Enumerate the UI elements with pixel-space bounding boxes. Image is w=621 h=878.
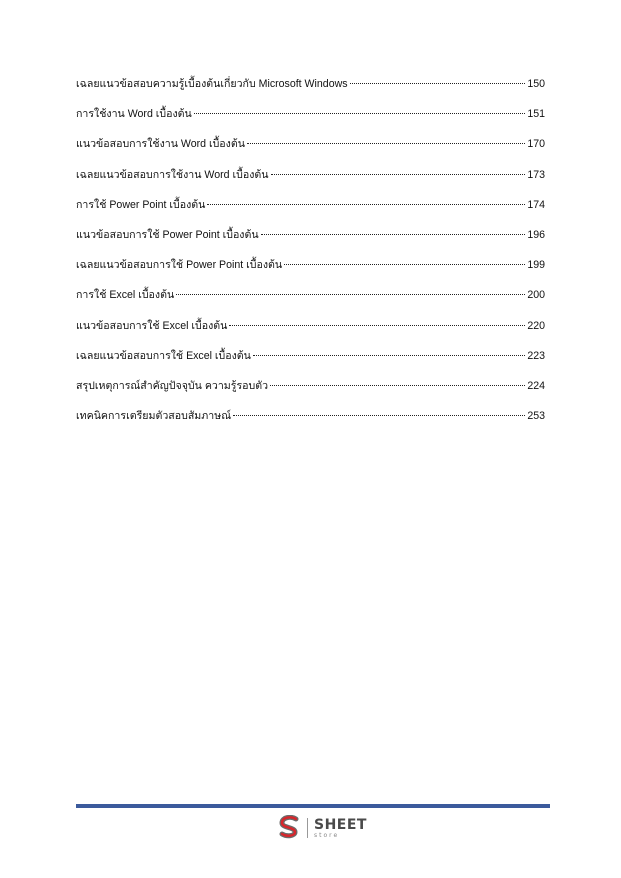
toc-entry-title: สรุปเหตุการณ์สำคัญปัจจุบัน ความรู้รอบตัว	[76, 379, 269, 392]
toc-entry-page: 223	[527, 349, 545, 362]
toc-entry-title: การใช้งาน Word เบื้องต้น	[76, 108, 192, 121]
toc-entry-title: การใช้ Power Point เบื้องต้น	[76, 198, 206, 211]
toc-entry[interactable]	[76, 348, 545, 378]
toc-dot-leader	[261, 234, 526, 235]
toc-entry-title: การใช้ Excel เบื้องต้น	[76, 289, 175, 302]
toc-entry[interactable]	[76, 408, 545, 438]
toc-entry-page: 174	[527, 198, 545, 211]
toc-entry-title: แนวข้อสอบการใช้ Excel เบื้องต้น	[76, 319, 228, 332]
toc-entry-page: 151	[527, 108, 545, 121]
toc-entry-title: เฉลยแนวข้อสอบความรู้เบื้องต้นเกี่ยวกับ Microsoft Windows	[76, 78, 348, 90]
toc-entry-title: เฉลยแนวข้อสอบการใช้ Power Point เบื้องต้น	[76, 259, 283, 272]
toc-entry[interactable]	[76, 197, 545, 227]
toc-entry-page: 224	[527, 379, 545, 392]
toc-dot-leader	[253, 355, 525, 356]
footer-divider	[76, 804, 550, 808]
toc-entry-page: 196	[527, 228, 545, 241]
toc-entry-title: เฉลยแนวข้อสอบการใช้ Excel เบื้องต้น	[76, 349, 251, 362]
logo-wordmark	[314, 818, 367, 839]
toc-entry-title: แนวข้อสอบการใช้งาน Word เบื้องต้น	[76, 138, 245, 151]
toc-dot-leader	[271, 174, 526, 175]
toc-dot-leader	[176, 294, 525, 295]
toc-entry-page: 200	[527, 289, 545, 302]
toc-entry-title: แนวข้อสอบการใช้ Power Point เบื้องต้น	[76, 228, 259, 241]
toc-dot-leader	[229, 325, 525, 326]
toc-entry[interactable]	[76, 287, 545, 317]
toc-entry[interactable]	[76, 136, 545, 166]
toc-dot-leader	[207, 204, 525, 205]
sheet-s-logo-icon	[277, 815, 301, 841]
toc-entry-title: เฉลยแนวข้อสอบการใช้งาน Word เบื้องต้น	[76, 168, 269, 181]
toc-entry[interactable]	[76, 227, 545, 257]
toc-entry-page: 253	[527, 410, 545, 423]
toc-dot-leader	[247, 143, 525, 144]
toc-entry[interactable]	[76, 318, 545, 348]
toc-entry-page: 150	[527, 78, 545, 90]
toc-entry[interactable]	[76, 257, 545, 287]
toc-dot-leader	[233, 415, 525, 416]
toc-dot-leader	[194, 113, 526, 114]
toc-entry[interactable]	[76, 167, 545, 197]
toc-entry-page: 170	[527, 138, 545, 151]
toc-entry-title: เทคนิคการเตรียมตัวสอบสัมภาษณ์	[76, 410, 232, 423]
toc-entry-page: 173	[527, 168, 545, 181]
toc-entry[interactable]	[76, 106, 545, 136]
sheet-store-logo	[277, 815, 367, 841]
logo-word: SHEET	[314, 816, 367, 833]
toc-entry[interactable]	[76, 76, 545, 106]
toc-entry-page: 220	[527, 319, 545, 332]
logo-separator	[307, 818, 308, 838]
toc-entry[interactable]	[76, 378, 545, 408]
logo-subword: store	[314, 831, 340, 839]
toc-entry-page: 199	[527, 259, 545, 272]
toc-dot-leader	[284, 264, 525, 265]
table-of-contents	[76, 76, 545, 438]
toc-dot-leader	[350, 83, 526, 84]
toc-dot-leader	[270, 385, 525, 386]
